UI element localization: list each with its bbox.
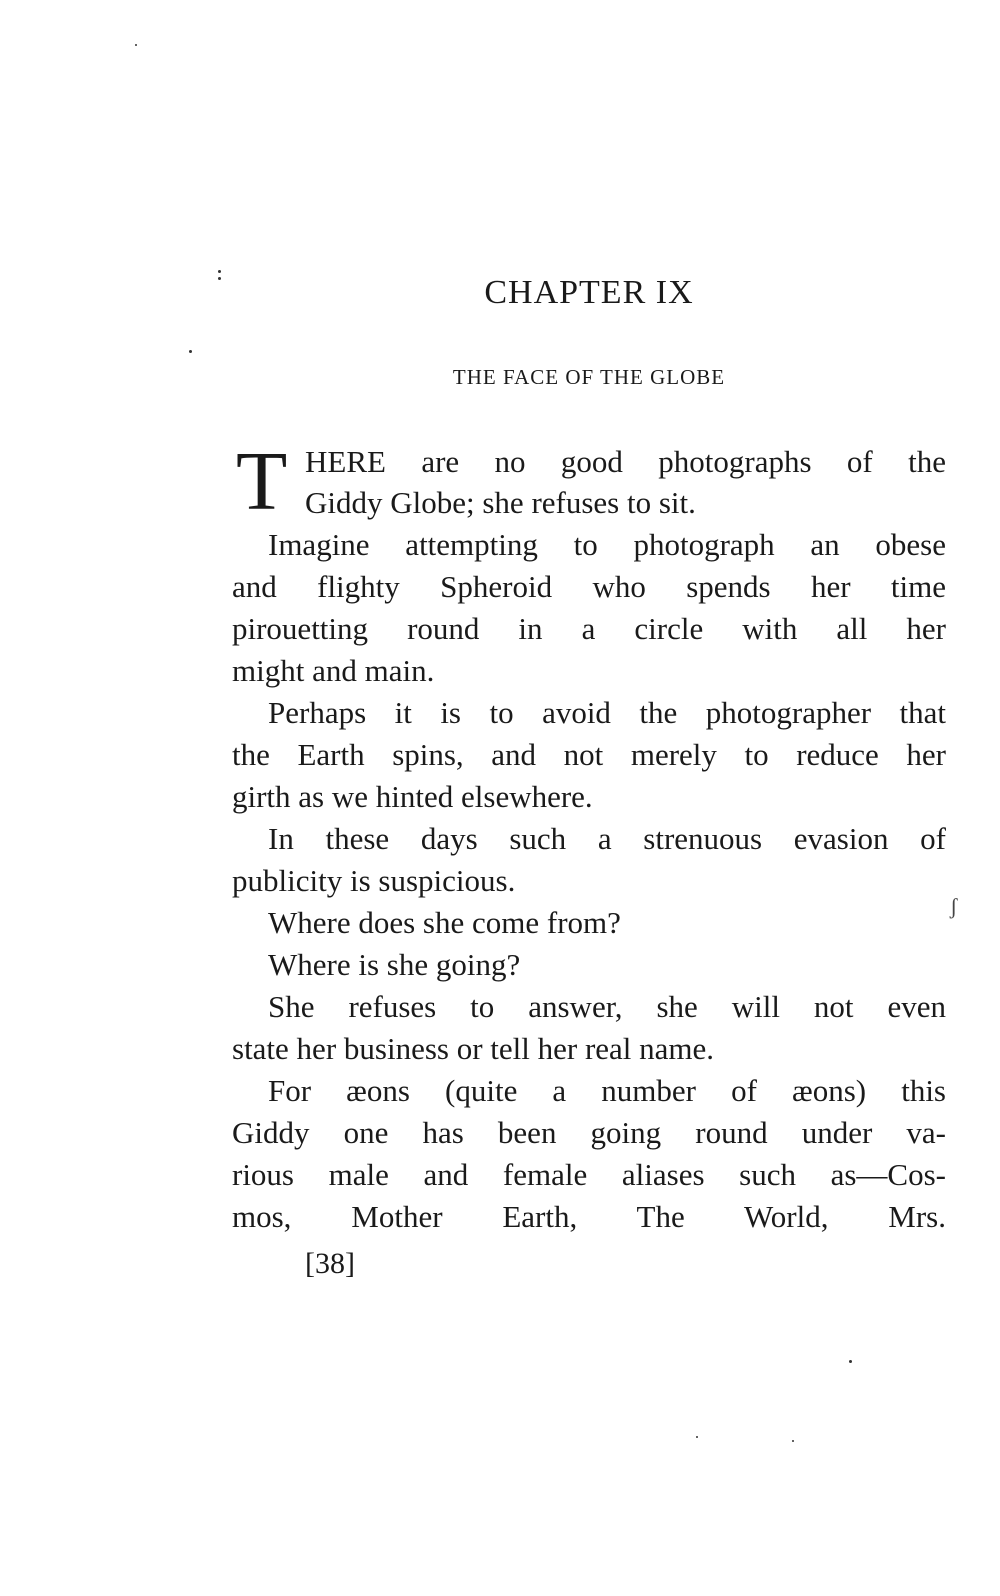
text-line: rious male and female aliases such as—Cos- [232,1157,946,1192]
text-line: HERE are no good photographs of the [305,444,946,479]
chapter-subtitle: THE FACE OF THE GLOBE [452,365,726,389]
text-line: Where is she going? [268,947,521,982]
text-line: mos, Mother Earth, The World, Mrs. [232,1199,946,1234]
scan-speck [792,1440,794,1442]
text-line: state her business or tell her real name. [232,1031,715,1066]
scan-speck [849,1360,852,1363]
text-line: Where does she come from? [268,905,621,940]
chapter-title: CHAPTER IX [484,274,694,311]
text-line: and flighty Spheroid who spends her time [232,569,946,604]
text-line: Giddy Globe; she refuses to sit. [305,485,696,520]
text-line: Perhaps it is to avoid the photographer that [268,695,946,730]
text-line: the Earth spins, and not merely to reduce her [232,737,946,772]
text-line: publicity is suspicious. [232,863,516,898]
drop-cap: T [236,435,288,528]
text-line: For æons (quite a number of æons) this [268,1073,946,1108]
margin-mark: ʃ [950,894,958,919]
scan-speck [218,277,221,280]
scan-speck [696,1436,698,1438]
scan-speck [218,270,221,273]
scan-speck [135,44,137,46]
text-line: pirouetting round in a circle with all her [232,611,946,646]
text-line: might and main. [232,653,435,688]
text-line: girth as we hinted elsewhere. [232,779,593,814]
page-number: [38] [305,1247,355,1280]
text-line: Imagine attempting to photograph an obese [268,527,946,562]
scan-speck [189,350,192,353]
text-line: She refuses to answer, she will not even [268,989,946,1024]
text-line: Giddy one has been going round under va- [232,1115,946,1150]
text-line: In these days such a strenuous evasion of [268,821,946,856]
